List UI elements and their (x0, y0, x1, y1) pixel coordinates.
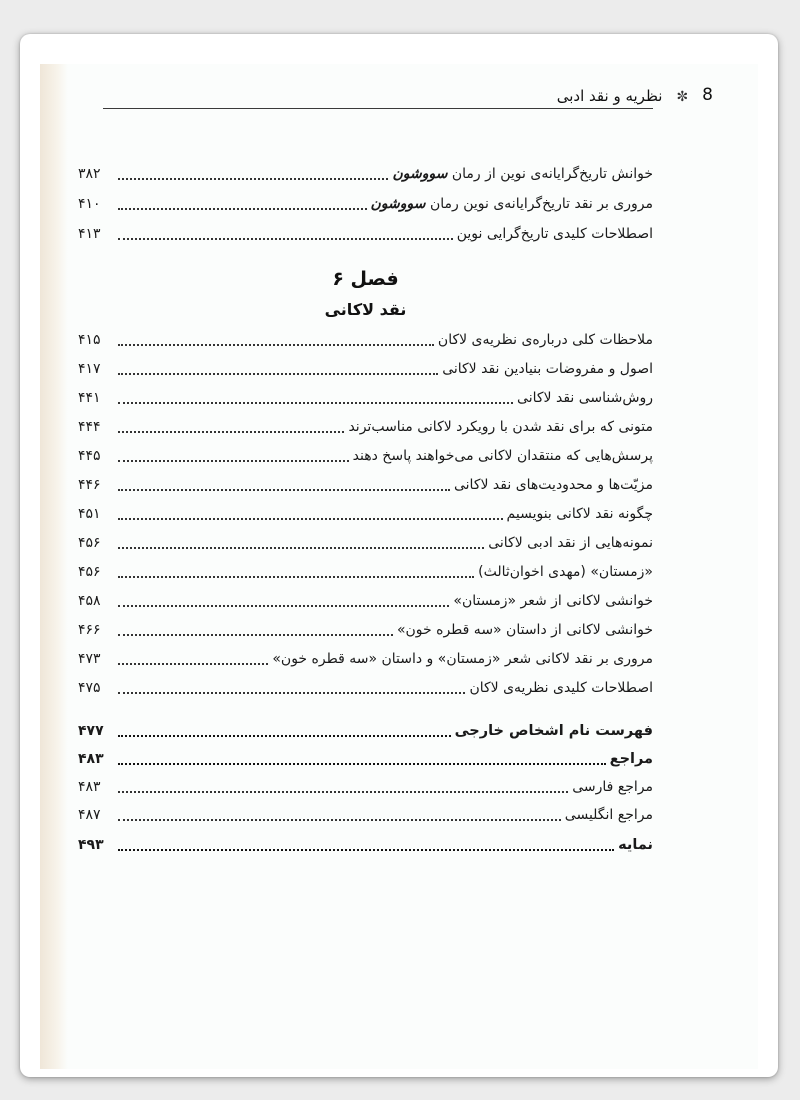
toc-entry[interactable]: مزیّت‌ها و محدودیت‌های نقد لاکانی ۴۴۶ (78, 477, 653, 493)
toc-entry[interactable]: مروری بر نقد لاکانی شعر «زمستان» و داستان «سه قطره خون» ۴۷۳ (78, 651, 653, 667)
toc-page-number: ۳۸۲ (78, 166, 101, 182)
dot-leader (118, 791, 568, 793)
dot-leader (118, 663, 268, 665)
asterism-icon: ✼ (676, 89, 689, 105)
toc-page-number: ۴۶۶ (78, 622, 101, 638)
toc-page-number: ۴۹۳ (78, 837, 104, 853)
toc-page-number: ۴۵۸ (78, 593, 101, 609)
toc-entry[interactable]: اصطلاحات کلیدی نظریه‌ی لاکان ۴۷۵ (78, 680, 653, 696)
toc-page-number: ۴۸۳ (78, 751, 104, 767)
toc-page-number: ۴۴۶ (78, 477, 101, 493)
toc-entry[interactable]: خوانش تاریخ‌گرایانه‌ی نوین از رمان سووشون ۳۸۲ (78, 166, 653, 182)
novel-title-emphasis: سووشون (392, 166, 448, 182)
toc-entry[interactable]: خوانشی لاکانی از شعر «زمستان» ۴۵۸ (78, 593, 653, 609)
dot-leader (118, 849, 614, 851)
toc-entry[interactable]: متونی که برای نقد شدن با رویکرد لاکانی مناسب‌ترند ۴۴۴ (78, 419, 653, 435)
running-head (173, 75, 713, 105)
dot-leader (118, 178, 388, 180)
toc-entry[interactable]: اصطلاحات کلیدی تاریخ‌گرایی نوین ۴۱۳ (78, 226, 653, 242)
toc-entry[interactable]: چگونه نقد لاکانی بنویسیم ۴۵۱ (78, 506, 653, 522)
toc-page-number: ۴۱۰ (78, 196, 101, 212)
toc-entry[interactable]: مراجع انگلیسی ۴۸۷ (78, 807, 653, 823)
toc-entry[interactable]: مراجع ۴۸۳ (78, 751, 653, 767)
dot-leader (118, 763, 606, 765)
header-rule (103, 108, 653, 109)
toc-page-number: ۴۱۳ (78, 226, 101, 242)
chapter-label: فصل ۶ (332, 268, 399, 290)
toc-entry[interactable]: نمایه ۴۹۳ (78, 837, 653, 853)
dot-leader (118, 735, 451, 737)
toc-page-number: ۴۵۶ (78, 564, 101, 580)
dot-leader (118, 208, 367, 210)
toc-entry[interactable]: اصول و مفروضات بنیادین نقد لاکانی ۴۱۷ (78, 361, 653, 377)
novel-title-emphasis: سووشون (370, 196, 426, 212)
dot-leader (118, 819, 561, 821)
dot-leader (118, 489, 450, 491)
toc-page-number: ۴۴۴ (78, 419, 101, 435)
toc-page-number: ۴۱۷ (78, 361, 101, 377)
dot-leader (118, 238, 453, 240)
dot-leader (118, 431, 344, 433)
toc-page-number: ۴۱۵ (78, 332, 101, 348)
toc-page-number: ۴۸۷ (78, 807, 101, 823)
toc-entry[interactable]: ملاحظات کلی درباره‌ی نظریه‌ی لاکان ۴۱۵ (78, 332, 653, 348)
dot-leader (118, 373, 438, 375)
toc-entry[interactable]: فهرست نام اشخاص خارجی ۴۷۷ (78, 723, 653, 739)
dot-leader (118, 576, 474, 578)
toc-entry[interactable]: «زمستان» (مهدی اخوان‌ثالث) ۴۵۶ (78, 564, 653, 580)
page-number: 8 (702, 85, 713, 105)
toc-page-number: ۴۴۱ (78, 390, 101, 406)
chapter-title: نقد لاکانی (324, 300, 407, 319)
dot-leader (118, 402, 513, 404)
toc-entry[interactable]: پرسش‌هایی که منتقدان لاکانی می‌خواهند پاسخ دهند ۴۴۵ (78, 448, 653, 464)
page-binding-edge (40, 64, 68, 1069)
dot-leader (118, 518, 503, 520)
toc-page-number: ۴۷۵ (78, 680, 101, 696)
dot-leader (118, 692, 465, 694)
dot-leader (118, 605, 449, 607)
dot-leader (118, 547, 484, 549)
dot-leader (118, 344, 434, 346)
toc-page-number: ۴۷۳ (78, 651, 101, 667)
toc-page-number: ۴۸۳ (78, 779, 101, 795)
toc-entry[interactable]: روش‌شناسی نقد لاکانی ۴۴۱ (78, 390, 653, 406)
dot-leader (118, 460, 349, 462)
dot-leader (118, 634, 393, 636)
page-card (20, 34, 778, 1077)
toc-page-number: ۴۴۵ (78, 448, 101, 464)
toc-entry[interactable]: خوانشی لاکانی از داستان «سه قطره خون» ۴۶۶ (78, 622, 653, 638)
toc-page-number: ۴۷۷ (78, 723, 104, 739)
toc-entry[interactable]: مراجع فارسی ۴۸۳ (78, 779, 653, 795)
toc-entry[interactable]: مروری بر نقد تاریخ‌گرایانه‌ی نوین رمان سووشون ۴۱۰ (78, 196, 653, 212)
toc-entry[interactable]: نمونه‌هایی از نقد ادبی لاکانی ۴۵۶ (78, 535, 653, 551)
toc-page-number: ۴۵۶ (78, 535, 101, 551)
book-title: نظریه و نقد ادبی (556, 87, 663, 105)
toc-page-number: ۴۵۱ (78, 506, 101, 522)
